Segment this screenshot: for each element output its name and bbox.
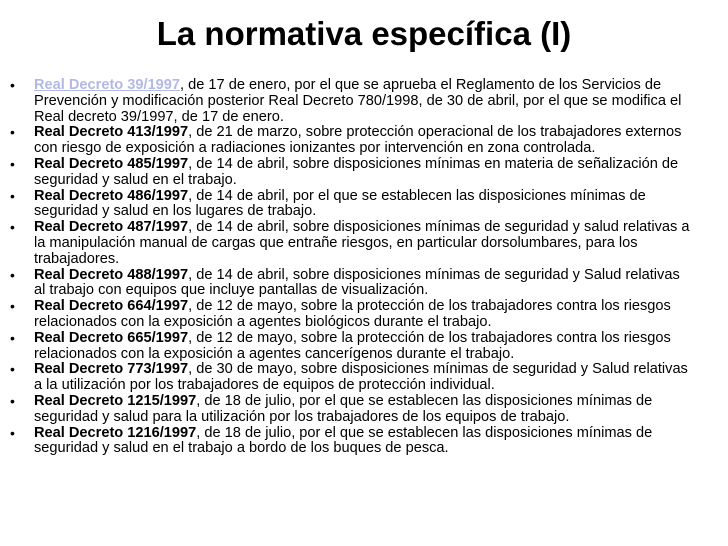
decree-reference: Real Decreto 488/1997	[34, 266, 189, 283]
decree-reference: Real Decreto 665/1997	[34, 329, 189, 346]
decree-description: , de 12 de mayo, sobre la protección de los trabajadores contra los riesgos relacionados con la exposición a agentes cancerígenos durante el trabajo.	[34, 329, 671, 362]
bullet-icon: •	[10, 155, 15, 172]
decree-reference: Real Decreto 773/1997	[34, 361, 189, 378]
decree-list	[10, 78, 690, 457]
decree-reference: Real Decreto 485/1997	[34, 155, 189, 172]
decree-description: , de 21 de marzo, sobre protección operacional de los trabajadores externos con riesgo de exposición a radiaciones ionizantes por intervención en zona controlada.	[34, 124, 682, 157]
list-item	[10, 189, 690, 221]
decree-reference: Real Decreto 413/1997	[34, 124, 189, 141]
decree-description: , de 12 de mayo, sobre la protección de los trabajadores contra los riesgos relacionados con la exposición a agentes biológicos durante el trabajo.	[34, 298, 671, 330]
decree-reference: Real Decreto 664/1997	[34, 298, 189, 315]
decree-description: , de 30 de mayo, sobre disposiciones mínimas de seguridad y Salud relativas a la utilización por los trabajadores de equipos de protección individual.	[34, 361, 688, 394]
decree-reference: Real Decreto 487/1997	[34, 219, 189, 236]
list-item	[10, 299, 690, 331]
slide-title: La normativa específica (I)	[156, 15, 572, 52]
bullet-icon: •	[10, 266, 15, 283]
decree-reference: Real Decreto 486/1997	[34, 187, 189, 204]
bullet-icon: •	[10, 219, 15, 236]
bullet-icon: •	[10, 329, 15, 346]
list-item	[10, 268, 690, 300]
bullet-icon: •	[10, 124, 15, 141]
list-item	[10, 125, 690, 157]
decree-description: , de 17 de enero, por el que se aprueba el Reglamento de los Servicios de Prevención y modificación posterior Real Decreto 780/1998, de 30 de abril, por el que se modifica el Real decreto 39/1997, de 17 de enero.	[34, 77, 682, 125]
list-item	[10, 362, 690, 394]
decree-description: , de 14 de abril, sobre disposiciones mínimas de seguridad y Salud relativas al trabajo con equipos que incluye pantallas de visualización.	[34, 266, 680, 299]
decree-description: , de 14 de abril, sobre disposiciones mínimas de seguridad y salud relativas a la manipulación manual de cargas que entrañe riesgos, en particular dorsolumbares, para los trabajadores.	[34, 219, 690, 267]
bullet-icon: •	[10, 187, 15, 204]
list-item	[10, 331, 690, 363]
bullet-icon: •	[10, 424, 15, 441]
list-item	[10, 157, 690, 189]
bullet-icon: •	[10, 361, 15, 378]
decree-reference: Real Decreto 1216/1997	[34, 424, 197, 441]
list-item	[10, 426, 690, 458]
bullet-icon: •	[10, 77, 15, 93]
decree-link[interactable]: Real Decreto 39/1997	[34, 77, 181, 93]
decree-description: , de 14 de abril, sobre disposiciones mínimas en materia de señalización de seguridad y salud en el trabajo.	[34, 155, 679, 188]
decree-description: , de 18 de julio, por el que se establecen las disposiciones mínimas de seguridad y salud en el trabajo a bordo de los buques de pesca.	[34, 424, 653, 457]
bullet-icon: •	[10, 298, 15, 315]
bullet-icon: •	[10, 392, 15, 409]
decree-description: , de 14 de abril, por el que se establecen las disposiciones mínimas de seguridad y salud en los lugares de trabajo.	[34, 187, 646, 220]
list-item	[10, 394, 690, 426]
list-item	[10, 220, 690, 267]
list-item	[10, 78, 690, 125]
decree-reference: Real Decreto 1215/1997	[34, 392, 197, 409]
decree-description: , de 18 de julio, por el que se establecen las disposiciones mínimas de seguridad y salud para la utilización por los trabajadores de los equipos de trabajo.	[34, 392, 653, 425]
